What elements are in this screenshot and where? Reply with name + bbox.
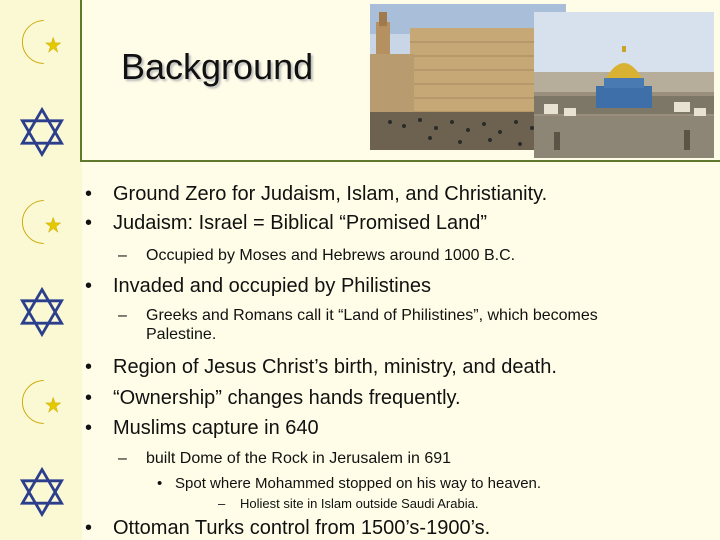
bullet-marker: • bbox=[85, 417, 93, 439]
bullet-item bbox=[85, 387, 461, 410]
slide-title: Background bbox=[121, 46, 314, 87]
bullet-marker: • bbox=[85, 517, 93, 539]
sub-sub-bullet-item bbox=[157, 475, 542, 492]
bullet-marker: • bbox=[85, 387, 93, 409]
bullet-text: Greeks and Romans call it “Land of Philistines”, which becomes bbox=[146, 307, 598, 324]
bullet-text: Spot where Mohammed stopped on his way to heaven. bbox=[175, 475, 542, 492]
bullet-marker: – bbox=[118, 307, 127, 324]
bullet-text: “Ownership” changes hands frequently. bbox=[113, 387, 461, 409]
bullet-marker: • bbox=[85, 275, 93, 297]
bullet-text: Invaded and occupied by Philistines bbox=[113, 275, 431, 297]
bullet-item bbox=[85, 356, 557, 379]
bullet-item bbox=[85, 212, 488, 235]
bullet-marker: • bbox=[157, 475, 163, 492]
bullet-text: Region of Jesus Christ’s birth, ministry, and death. bbox=[113, 356, 557, 378]
bullet-text: Ground Zero for Judaism, Islam, and Christianity. bbox=[113, 183, 548, 205]
bullet-item bbox=[85, 517, 491, 540]
bullet-item bbox=[85, 183, 548, 206]
bullet-marker: • bbox=[85, 212, 93, 234]
bullet-item bbox=[85, 417, 319, 440]
sub-bullet-item bbox=[118, 450, 452, 468]
bullet-text: Muslims capture in 640 bbox=[113, 417, 319, 439]
bullet-text: Palestine. bbox=[146, 326, 217, 343]
bullet-marker: • bbox=[85, 356, 93, 378]
bullet-item bbox=[85, 275, 431, 298]
sub-bullet-item bbox=[118, 247, 516, 265]
sub-sub-sub-bullet-item bbox=[218, 496, 479, 511]
bullet-text: Ottoman Turks control from 1500’s-1900’s. bbox=[113, 517, 491, 539]
bullet-marker: – bbox=[118, 450, 127, 467]
bullet-text: built Dome of the Rock in Jerusalem in 691 bbox=[146, 450, 452, 467]
bullet-marker: • bbox=[85, 183, 93, 205]
sub-bullet-item bbox=[118, 307, 598, 325]
bullet-text: Holiest site in Islam outside Saudi Arabia. bbox=[240, 496, 479, 511]
bullet-text: Judaism: Israel = Biblical “Promised Land” bbox=[113, 212, 488, 234]
sub-bullet-continuation bbox=[146, 326, 216, 344]
bullet-marker: – bbox=[218, 496, 226, 511]
bullet-text: Occupied by Moses and Hebrews around 1000 B.C. bbox=[146, 247, 516, 264]
bullet-marker: – bbox=[118, 247, 127, 264]
